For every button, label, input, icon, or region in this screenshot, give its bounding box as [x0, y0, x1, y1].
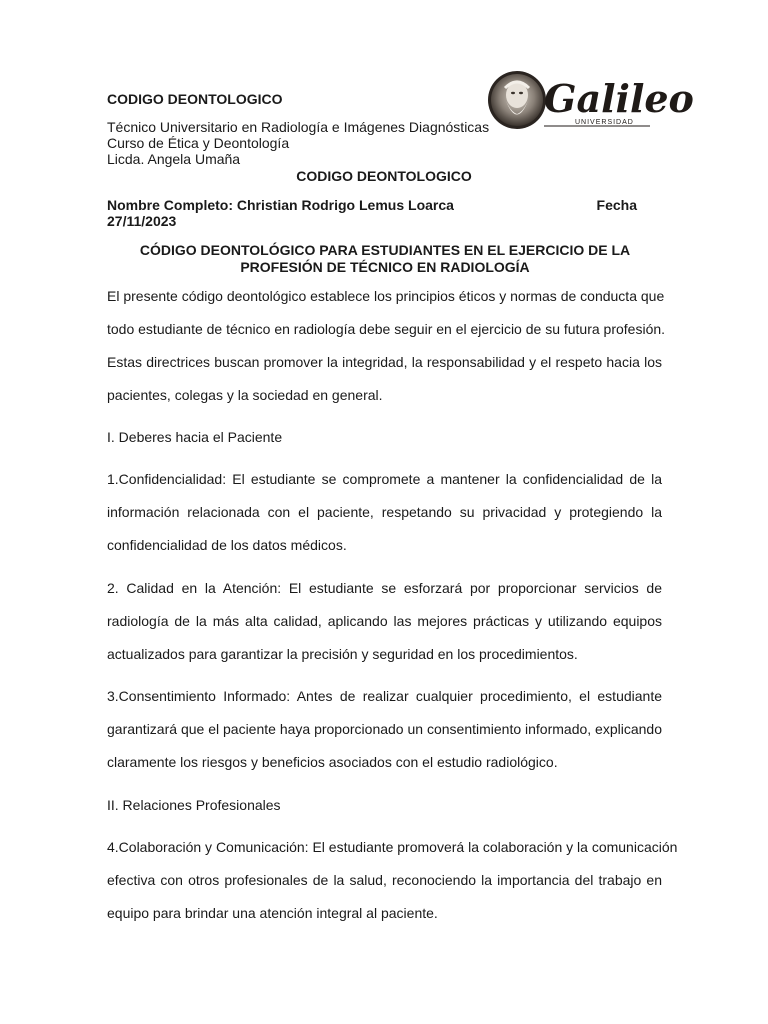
- svg-text:UNIVERSIDAD: UNIVERSIDAD: [575, 119, 634, 126]
- main-title-line2: PROFESIÓN DE TÉCNICO EN RADIOLOGÍA: [240, 259, 530, 275]
- intro-paragraph: [107, 280, 666, 412]
- header-program: Técnico Universitario en Radiología e Imágenes Diagnósticas: [107, 119, 490, 135]
- item-paragraph-2: [107, 572, 662, 671]
- intro-line: todo estudiante de técnico en radiología debe seguir en el ejercicio de su futura profesión.: [107, 321, 666, 337]
- item-line: confidencialidad de los datos médicos.: [107, 537, 347, 553]
- item-line: 4.Colaboración y Comunicación: El estudiante promoverá la colaboración y la comunicación: [107, 839, 678, 855]
- item-line: 2. Calidad en la Atención: El estudiante se esforzará por proporcionar servicios de: [107, 580, 662, 596]
- intro-line: El presente código deontológico establece los principios éticos y normas de conducta que: [107, 288, 665, 304]
- center-title: CODIGO DEONTOLOGICO: [296, 168, 472, 184]
- item-line: claramente los riesgos y beneficios asociados con el estudio radiológico.: [107, 754, 558, 770]
- item-paragraph-4: [107, 831, 678, 930]
- item-line: 1.Confidencialidad: El estudiante se compromete a mantener la confidencialidad de la: [107, 471, 662, 487]
- item-paragraph-3: [107, 680, 662, 779]
- header-title: CODIGO DEONTOLOGICO: [107, 91, 283, 107]
- header-teacher: Licda. Angela Umaña: [107, 151, 241, 167]
- item-paragraph-1: [107, 463, 662, 562]
- student-name: Nombre Completo: Christian Rodrigo Lemus Loarca: [107, 197, 454, 213]
- item-line: 3.Consentimiento Informado: Antes de realizar cualquier procedimiento, el estudiante: [107, 688, 662, 704]
- section-heading-1: I. Deberes hacia el Paciente: [107, 429, 283, 445]
- item-line: actualizados para garantizar la precisión y seguridad en los procedimientos.: [107, 646, 578, 662]
- item-line: equipo para brindar una atención integral al paciente.: [107, 905, 438, 921]
- galileo-logo: [487, 68, 694, 132]
- main-title-line1: CÓDIGO DEONTOLÓGICO PARA ESTUDIANTES EN EL EJERCICIO DE LA: [139, 242, 631, 258]
- date-value: 27/11/2023: [107, 213, 177, 229]
- galileo-portrait-icon: [487, 68, 694, 132]
- intro-line: pacientes, colegas y la sociedad en general.: [107, 387, 383, 403]
- item-line: información relacionada con el paciente, respetando su privacidad y protegiendo la: [107, 504, 662, 520]
- header-course: Curso de Ética y Deontología: [107, 135, 290, 151]
- item-line: radiología de la más alta calidad, aplicando las mejores prácticas y utilizando equipos: [107, 613, 662, 629]
- intro-line: Estas directrices buscan promover la integridad, la responsabilidad y el respeto hacia los: [107, 354, 662, 370]
- main-title: [120, 242, 650, 276]
- date-label: Fecha: [596, 197, 637, 213]
- item-line: garantizará que el paciente haya proporcionado un consentimiento informado, explicando: [107, 721, 662, 737]
- header-info: [107, 119, 489, 167]
- section-heading-2: II. Relaciones Profesionales: [107, 797, 281, 813]
- student-info: [107, 197, 637, 229]
- item-line: efectiva con otros profesionales de la salud, reconociendo la importancia del trabajo en: [107, 872, 662, 888]
- svg-text:Galileo: Galileo: [544, 76, 694, 121]
